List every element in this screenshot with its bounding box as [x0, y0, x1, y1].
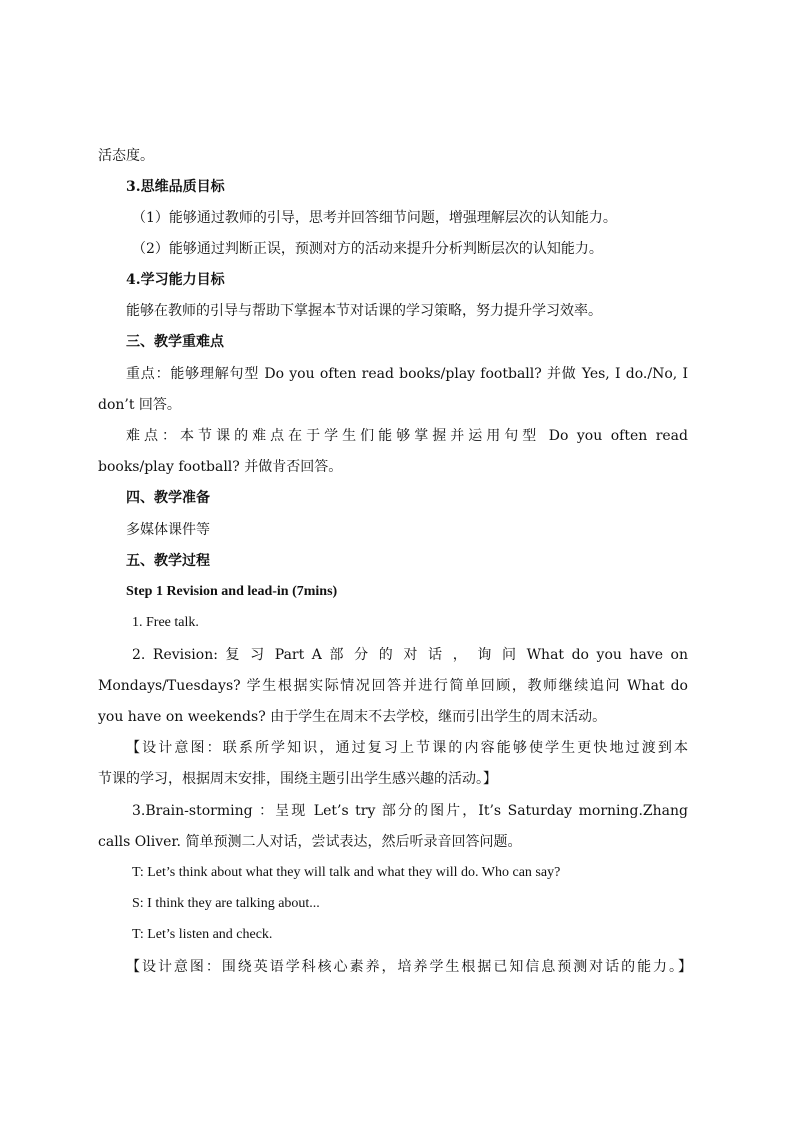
design-intent: 【设计意图：联系所学知识，通过复习上节课的内容能够使学生更快地过渡到本: [126, 740, 688, 756]
section-heading: 五、教学过程: [126, 553, 210, 569]
text-line: calls Oliver. 简单预测二人对话，尝试表达，然后听录音回答问题。: [98, 834, 522, 850]
list-item: （1）能够通过教师的引导，思考并回答细节问题，增强理解层次的认知能力。: [132, 210, 617, 226]
text-line: 多媒体课件等: [126, 522, 210, 538]
text-line: 活态度。: [98, 148, 154, 164]
text-line: don’t 回答。: [98, 397, 181, 413]
dialogue-line: T: Let’s think about what they will talk and what they will do. Who can say?: [132, 865, 561, 880]
section-heading: 3.思维品质目标: [126, 179, 225, 195]
text-line: Mondays/Tuesdays? 学生根据实际情况回答并进行简单回顾，教师继续追问 What do: [98, 678, 688, 694]
text-line: 2. Revision: 复 习 Part A 部 分 的 对 话 ， 询 问 What do you have on: [132, 647, 688, 663]
text-line: books/play football? 并做肯否回答。: [98, 459, 343, 475]
section-heading: 4.学习能力目标: [126, 272, 225, 288]
text-line: 难点：本节课的难点在于学生们能够掌握并运用句型 Do you often read: [126, 428, 688, 444]
step-heading: Step 1 Revision and lead-in (7mins): [126, 584, 338, 599]
text-line: 重点：能够理解句型 Do you often read books/play football? 并做 Yes, I do./No, I: [126, 366, 688, 382]
dialogue-line: T: Let’s listen and check.: [132, 927, 273, 942]
text-line: 3.Brain-storming ：呈现 Let’s try 部分的图片，It’s Saturday morning.Zhang: [132, 803, 688, 819]
text-line: 1. Free talk.: [132, 615, 199, 630]
list-item: （2）能够通过判断正误，预测对方的活动来提升分析判断层次的认知能力。: [132, 241, 603, 257]
design-intent: 【设计意图：围绕英语学科核心素养，培养学生根据已知信息预测对话的能力。】: [126, 959, 692, 975]
text-line: you have on weekends? 由于学生在周末不去学校，继而引出学生的周末活动。: [98, 709, 607, 725]
dialogue-line: S: I think they are talking about...: [132, 896, 320, 911]
section-heading: 三、教学重难点: [126, 334, 224, 350]
design-intent: 节课的学习，根据周末安排，围绕主题引出学生感兴趣的活动。】: [98, 771, 497, 787]
section-heading: 四、教学准备: [126, 490, 210, 506]
text-line: 能够在教师的引导与帮助下掌握本节对话课的学习策略，努力提升学习效率。: [126, 303, 602, 319]
